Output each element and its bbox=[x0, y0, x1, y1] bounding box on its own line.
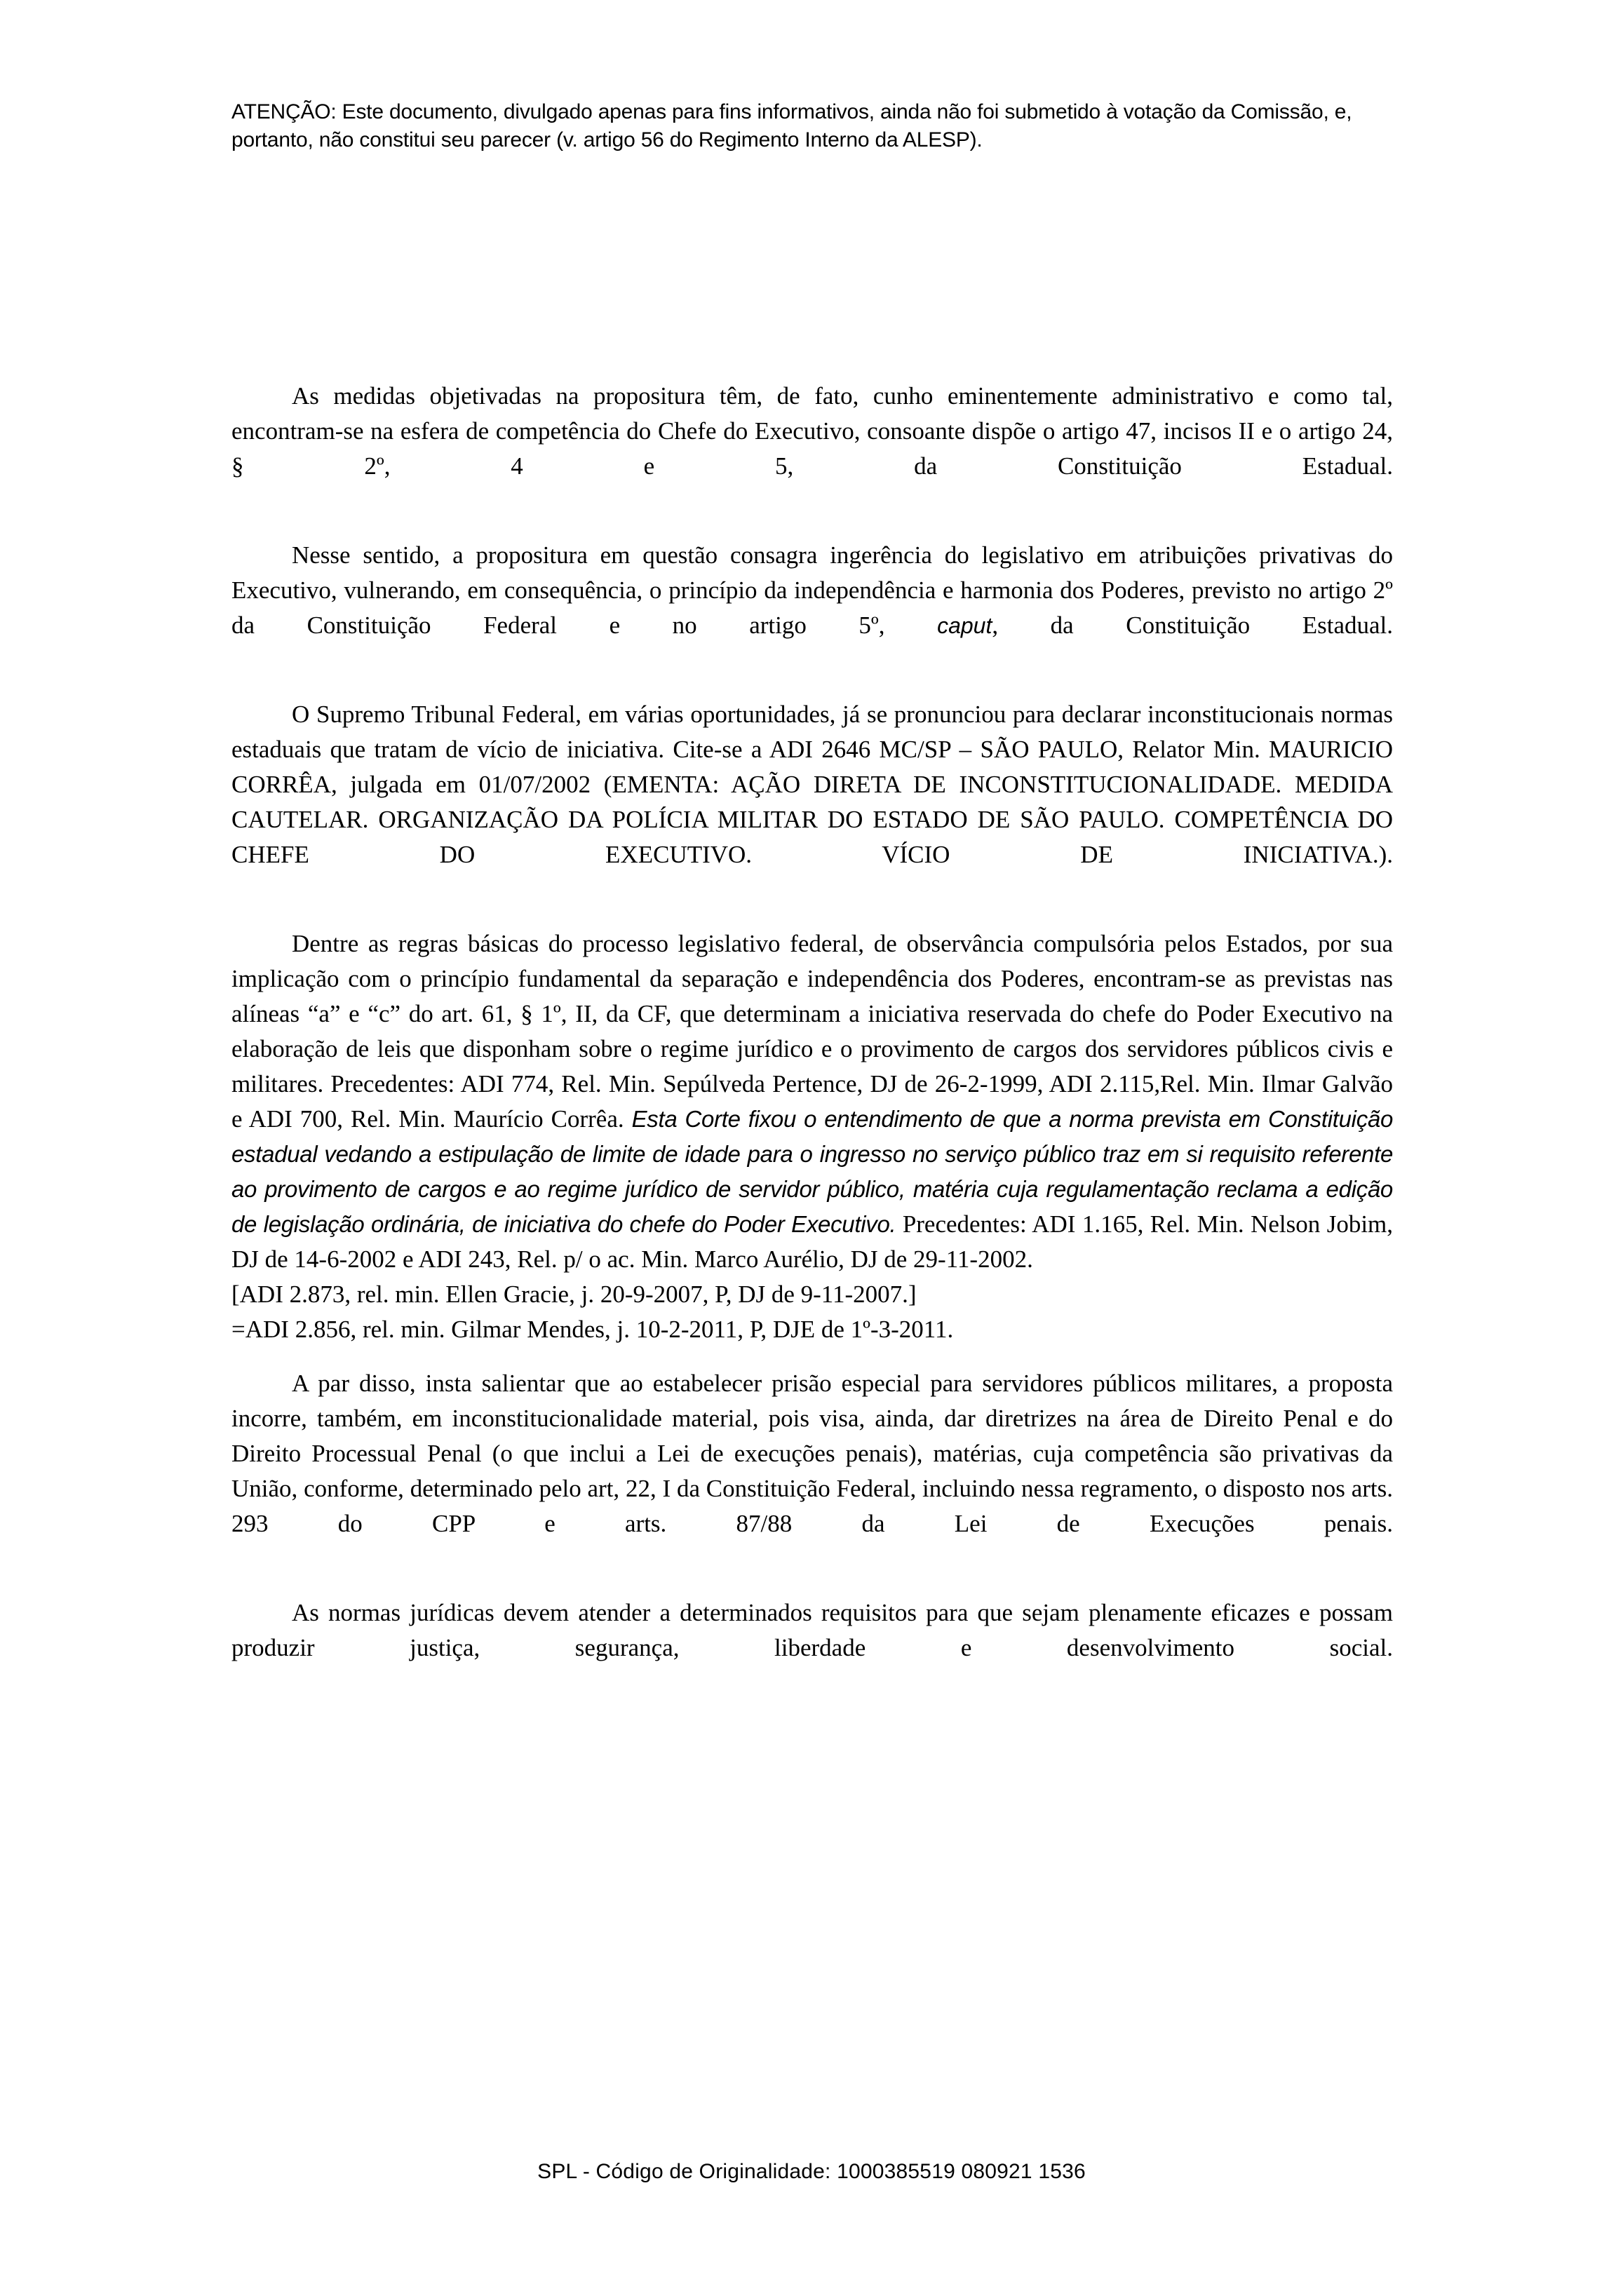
document-body bbox=[231, 379, 1393, 1720]
paragraph-material-unconstitutionality: A par disso, insta salientar que ao estabelecer prisão especial para servidores públicos militares, a proposta incorre, também, em inconstitucionalidade material, pois visa, ainda, dar diretrizes na área de Direito Penal e do Direito Processual Penal (o que inclui a Lei de execuções penais), matérias, cuja competência são privativas da União, conforme, determinado pelo art, 22, I da Constituição Federal, incluindo nessa regramento, o disposto nos arts. 293 do CPP e arts. 87/88 da Lei de Execuções penais. bbox=[231, 1370, 1393, 1537]
paragraph-2-text-before-caput: Nesse sentido, a propositura em questão consagra ingerência do legislativo em atribuições privativas do Executivo, vulnerando, em consequência, o princípio da independência e harmonia dos Poderes, previsto no artigo 2º da Constituição Federal e no artigo 5º, bbox=[231, 541, 1393, 639]
paragraph-4-text-before-quote: Dentre as regras básicas do processo legislativo federal, de observância compulsória pelos Estados, por sua implicação com o princípio fundamental da separação e independência dos Poderes, encontram-se as previstas nas alíneas “a” e “c” do art. 61, § 1º, II, da CF, que determinam a iniciativa reservada do chefe do Poder Executivo na elaboração de leis que disponham sobre o regime jurídico e o provimento de cargos dos servidores públicos civis e militares. Precedentes: ADI 774, Rel. Min. Sepúlveda Pertence, DJ de 26-2-1999, ADI 2.115,Rel. Min. Ilmar Galvão e ADI 700, Rel. Min. Maurício Corrêa. bbox=[231, 930, 1393, 1133]
stf-quoted-passage: Esta Corte fixou o entendimento de que a norma prevista em Constituição estadual vedando a estipulação de limite de idade para o ingresso no serviço público traz em si requisito referente ao provimento de cargos e ao regime jurídico de servidor público, matéria cuja regulamentação reclama a edição de legislação ordinária, de iniciativa do chefe do Poder Executivo. bbox=[231, 1106, 1394, 1237]
originality-code-footer: SPL - Código de Originalidade: 1000385519 080921 1536 bbox=[537, 2160, 1086, 2183]
citation-adi-2873: [ADI 2.873, rel. min. Ellen Gracie, j. 20-9-2007, P, DJ de 9-11-2007.] bbox=[231, 1281, 917, 1308]
paragraph-legal-norms-requirements: As normas jurídicas devem atender a determinados requisitos para que sejam plenamente eficazes e possam produzir justiça, segurança, liberdade e desenvolvimento social. bbox=[231, 1599, 1393, 1661]
paragraph-4-text-after-quote: Precedentes: ADI 1.165, Rel. Min. Nelson Jobim, DJ de 14-6-2002 e ADI 243, Rel. p/ o ac. Min. Marco Aurélio, DJ de 29-11-2002. bbox=[231, 1210, 1394, 1273]
paragraph-federal-legislative-rules bbox=[231, 926, 1393, 1277]
latin-term-caput: caput bbox=[937, 613, 992, 638]
attention-notice: ATENÇÃO: Este documento, divulgado apenas para fins informativos, ainda não foi submetido à votação da Comissão, e, portanto, não constitui seu parecer (v. artigo 56 do Regimento Interno da ALESP). bbox=[231, 100, 1352, 151]
paragraph-2-text-after-caput: , da Constituição Estadual. bbox=[992, 612, 1393, 639]
paragraph-legislative-interference bbox=[231, 538, 1393, 678]
citation-adi-2856: =ADI 2.856, rel. min. Gilmar Mendes, j. 10-2-2011, P, DJE de 1º-3-2011. bbox=[231, 1316, 954, 1343]
paragraph-administrative-nature: As medidas objetivadas na propositura têm, de fato, cunho eminentemente administrativo e como tal, encontram-se na esfera de competência do Chefe do Executivo, consoante dispõe o artigo 47, incisos II e o artigo 24, § 2º, 4 e 5, da Constituição Estadual. bbox=[231, 382, 1393, 480]
paragraph-stf-precedent-adi-2646: O Supremo Tribunal Federal, em várias oportunidades, já se pronunciou para declarar inconstitucionais normas estaduais que tratam de vício de iniciativa. Cite-se a ADI 2646 MC/SP – SÃO PAULO, Relator Min. MAURICIO CORRÊA, julgada em 01/07/2002 (EMENTA: AÇÃO DIRETA DE INCONSTITUCIONALIDADE. MEDIDA CAUTELAR. ORGANIZAÇÃO DA POLÍCIA MILITAR DO ESTADO DE SÃO PAULO. COMPETÊNCIA DO CHEFE DO EXECUTIVO. VÍCIO DE INICIATIVA.). bbox=[231, 701, 1393, 868]
